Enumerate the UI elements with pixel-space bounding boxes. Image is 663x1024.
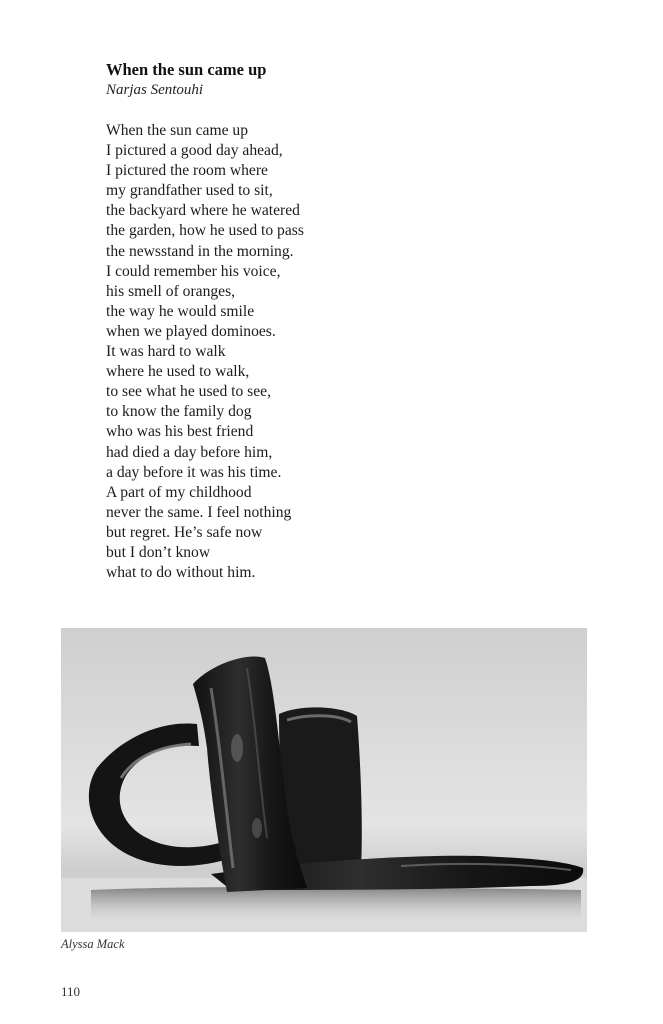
poem-author: Narjas Sentouhi xyxy=(106,82,204,98)
artwork-caption: Alyssa Mack xyxy=(61,937,125,951)
poem-line: where he used to walk, xyxy=(106,363,250,381)
poem-line: the backyard where he watered xyxy=(106,202,300,220)
poem-line: I could remember his voice, xyxy=(106,262,281,280)
poem-line: the garden, how he used to pass xyxy=(106,222,304,240)
poem-line: I pictured a good day ahead, xyxy=(106,142,283,160)
poem-line: but I don’t know xyxy=(106,543,211,561)
poem-line: never the same. I feel nothing xyxy=(106,503,292,521)
poem-line: a day before it was his time. xyxy=(106,463,282,481)
poem-line: to know the family dog xyxy=(106,403,252,421)
reflection xyxy=(91,887,581,921)
sculpture-photo xyxy=(61,628,587,932)
poem-line: It was hard to walk xyxy=(106,343,226,361)
poem-line: my grandfather used to sit, xyxy=(106,182,273,200)
poem-line: I pictured the room where xyxy=(106,162,268,180)
poem-body xyxy=(106,121,466,583)
poem-line: had died a day before him, xyxy=(106,443,273,461)
poem-title: When the sun came up xyxy=(106,60,267,79)
poem-line: his smell of oranges, xyxy=(106,282,236,300)
poem-line: the way he would smile xyxy=(106,302,255,320)
page-number: 110 xyxy=(61,984,81,999)
poem-line: When the sun came up xyxy=(106,122,249,139)
poem-line: when we played dominoes. xyxy=(106,322,276,340)
poem-line: the newsstand in the morning. xyxy=(106,242,294,260)
poem-line: but regret. He’s safe now xyxy=(106,523,263,541)
poem-line: what to do without him. xyxy=(106,564,256,582)
poem-line: to see what he used to see, xyxy=(106,383,271,401)
sculpture-illustration xyxy=(61,628,587,932)
poem xyxy=(106,60,466,583)
poem-line: A part of my childhood xyxy=(106,483,252,501)
poem-line: who was his best friend xyxy=(106,423,254,441)
